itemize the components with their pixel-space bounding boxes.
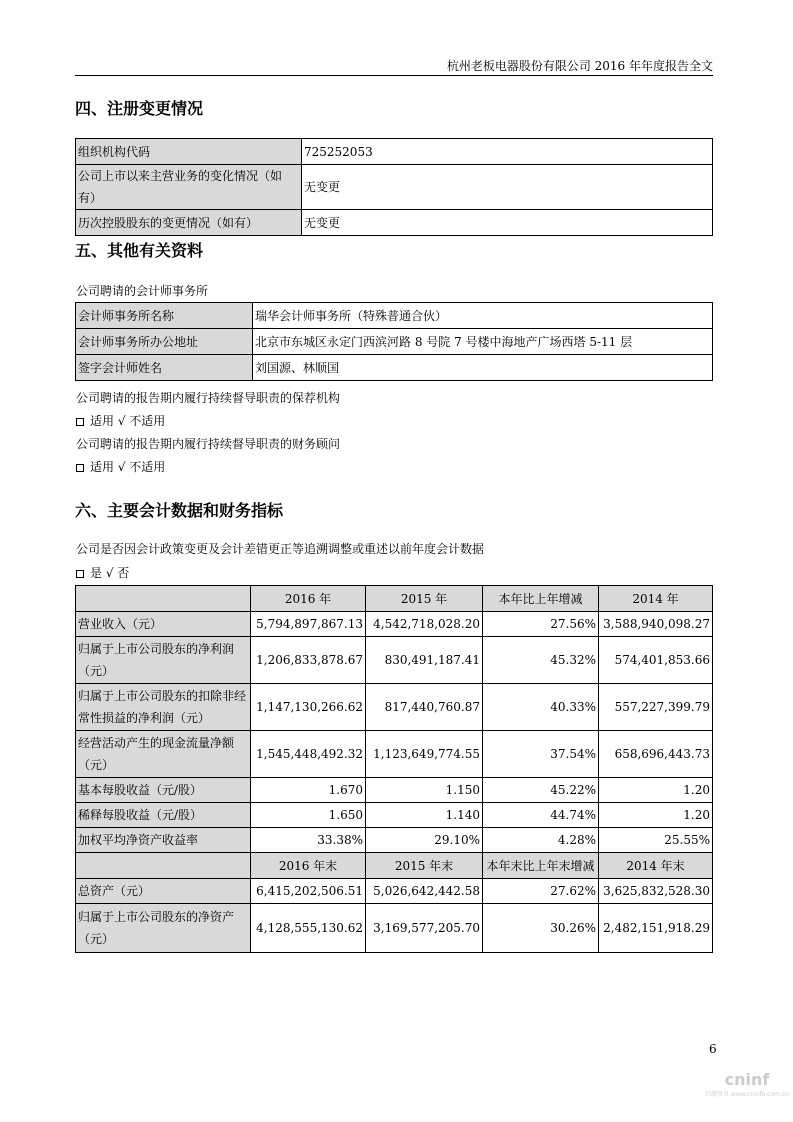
cell-value: 1,206,833,878.67: [251, 637, 366, 684]
restatement-question: 公司是否因会计政策变更及会计差错更正等追溯调整或重述以前年度会计数据: [76, 542, 485, 556]
section6-heading: 六、主要会计数据和财务指标: [75, 501, 284, 520]
column-header: 2014 年末: [599, 853, 713, 879]
header-divider: [75, 75, 713, 76]
column-header: 2016 年末: [251, 853, 366, 879]
cell-value: 817,440,760.87: [366, 684, 483, 731]
cell-value: 27.62%: [483, 879, 599, 904]
cell-value: 30.26%: [483, 904, 599, 953]
table-row: [76, 828, 713, 853]
table-row: [76, 904, 713, 953]
advisor-choice-text: 适用 √ 不适用: [90, 460, 166, 474]
cell-value: 3,169,577,205.70: [366, 904, 483, 953]
auditor-table: [75, 302, 713, 381]
table-row: [76, 803, 713, 828]
cell-value: 5,794,897,867.13: [251, 612, 366, 637]
row-label: 稀释每股收益（元/股）: [76, 803, 251, 828]
cell-value: 25.55%: [599, 828, 713, 853]
cell-value: 658,696,443.73: [599, 731, 713, 778]
cell-value: 刘国源、林顺国: [253, 355, 713, 381]
row-label: 归属于上市公司股东的扣除非经常性损益的净利润（元）: [76, 684, 251, 731]
cell-value: 4,542,718,028.20: [366, 612, 483, 637]
cell-value: 3,625,832,528.30: [599, 879, 713, 904]
table-row: [76, 355, 713, 381]
cell-value: 45.22%: [483, 778, 599, 803]
table-row: [76, 778, 713, 803]
row-label: 组织机构代码: [76, 139, 302, 165]
row-label: 加权平均净资产收益率: [76, 828, 251, 853]
checkbox-icon: [76, 418, 84, 426]
row-label: 经营活动产生的现金流量净额（元）: [76, 731, 251, 778]
table-row: [76, 303, 713, 329]
row-label: 归属于上市公司股东的净利润（元）: [76, 637, 251, 684]
restatement-answer-text: 是 √ 否: [90, 566, 130, 580]
row-label: 签字会计师姓名: [76, 355, 253, 381]
cell-value: 830,491,187.41: [366, 637, 483, 684]
section4-heading: 四、注册变更情况: [75, 99, 204, 118]
cell-value: 4.28%: [483, 828, 599, 853]
column-header: [76, 853, 251, 879]
page-number: 6: [709, 1042, 717, 1056]
cell-value: 2,482,151,918.29: [599, 904, 713, 953]
row-label: 会计师事务所名称: [76, 303, 253, 329]
cell-value: 1.20: [599, 778, 713, 803]
cell-value: 1.20: [599, 803, 713, 828]
column-header: 2016 年: [251, 586, 366, 612]
sponsor-choice-text: 适用 √ 不适用: [90, 414, 166, 428]
column-header: 2015 年末: [366, 853, 483, 879]
row-label: 会计师事务所办公地址: [76, 329, 253, 355]
cell-value: 27.56%: [483, 612, 599, 637]
table-row: [76, 612, 713, 637]
cell-value: 1,147,130,266.62: [251, 684, 366, 731]
table-header-row: [76, 586, 713, 612]
cell-value: 1.670: [251, 778, 366, 803]
cninfo-watermark: cninf 巨潮资讯 www.cninfo.com.cn: [705, 1070, 789, 1098]
column-header: [76, 586, 251, 612]
cell-value: 33.38%: [251, 828, 366, 853]
section5-heading: 五、其他有关资料: [75, 241, 204, 260]
cell-value: 北京市东城区永定门西滨河路 8 号院 7 号楼中海地产广场西塔 5-11 层: [253, 329, 713, 355]
column-header: 2015 年: [366, 586, 483, 612]
registration-table: [75, 138, 713, 236]
cell-value: 1.150: [366, 778, 483, 803]
financial-indicators-table: [75, 585, 713, 953]
table-row: [76, 731, 713, 778]
row-label: 归属于上市公司股东的净资产（元）: [76, 904, 251, 953]
cell-value: 44.74%: [483, 803, 599, 828]
cell-value: 无变更: [302, 165, 713, 210]
row-label: 历次控股股东的变更情况（如有）: [76, 210, 302, 236]
running-header: 杭州老板电器股份有限公司 2016 年年度报告全文: [446, 59, 713, 73]
sponsor-choice: [76, 412, 165, 429]
column-header: 本年末比上年末增减: [483, 853, 599, 879]
cell-value: 1,123,649,774.55: [366, 731, 483, 778]
table-row: [76, 165, 713, 210]
cell-value: 6,415,202,506.51: [251, 879, 366, 904]
row-label: 基本每股收益（元/股）: [76, 778, 251, 803]
cell-value: 557,227,399.79: [599, 684, 713, 731]
advisor-choice: [76, 458, 165, 475]
cell-value: 725252053: [302, 139, 713, 165]
cell-value: 574,401,853.66: [599, 637, 713, 684]
cell-value: 4,128,555,130.62: [251, 904, 366, 953]
checkbox-icon: [76, 570, 84, 578]
cell-value: 40.33%: [483, 684, 599, 731]
column-header: 本年比上年增减: [483, 586, 599, 612]
cell-value: 1.140: [366, 803, 483, 828]
cell-value: 3,588,940,098.27: [599, 612, 713, 637]
cell-value: 5,026,642,442.58: [366, 879, 483, 904]
table-row: [76, 879, 713, 904]
cell-value: 29.10%: [366, 828, 483, 853]
restatement-answer: [76, 564, 129, 581]
cell-value: 无变更: [302, 210, 713, 236]
auditor-intro: 公司聘请的会计师事务所: [76, 284, 209, 298]
table-row: [76, 329, 713, 355]
cell-value: 1.650: [251, 803, 366, 828]
checkbox-icon: [76, 464, 84, 472]
row-label: 营业收入（元）: [76, 612, 251, 637]
column-header: 2014 年: [599, 586, 713, 612]
table-row: [76, 684, 713, 731]
cell-value: 37.54%: [483, 731, 599, 778]
table-row: [76, 210, 713, 236]
row-label: 公司上市以来主营业务的变化情况（如有）: [76, 165, 302, 210]
table-header-row: [76, 853, 713, 879]
advisor-text: 公司聘请的报告期内履行持续督导职责的财务顾问: [76, 437, 341, 451]
table-row: [76, 637, 713, 684]
table-row: [76, 139, 713, 165]
cell-value: 瑞华会计师事务所（特殊普通合伙）: [253, 303, 713, 329]
cell-value: 1,545,448,492.32: [251, 731, 366, 778]
row-label: 总资产（元）: [76, 879, 251, 904]
sponsor-text: 公司聘请的报告期内履行持续督导职责的保荐机构: [76, 391, 341, 405]
cell-value: 45.32%: [483, 637, 599, 684]
